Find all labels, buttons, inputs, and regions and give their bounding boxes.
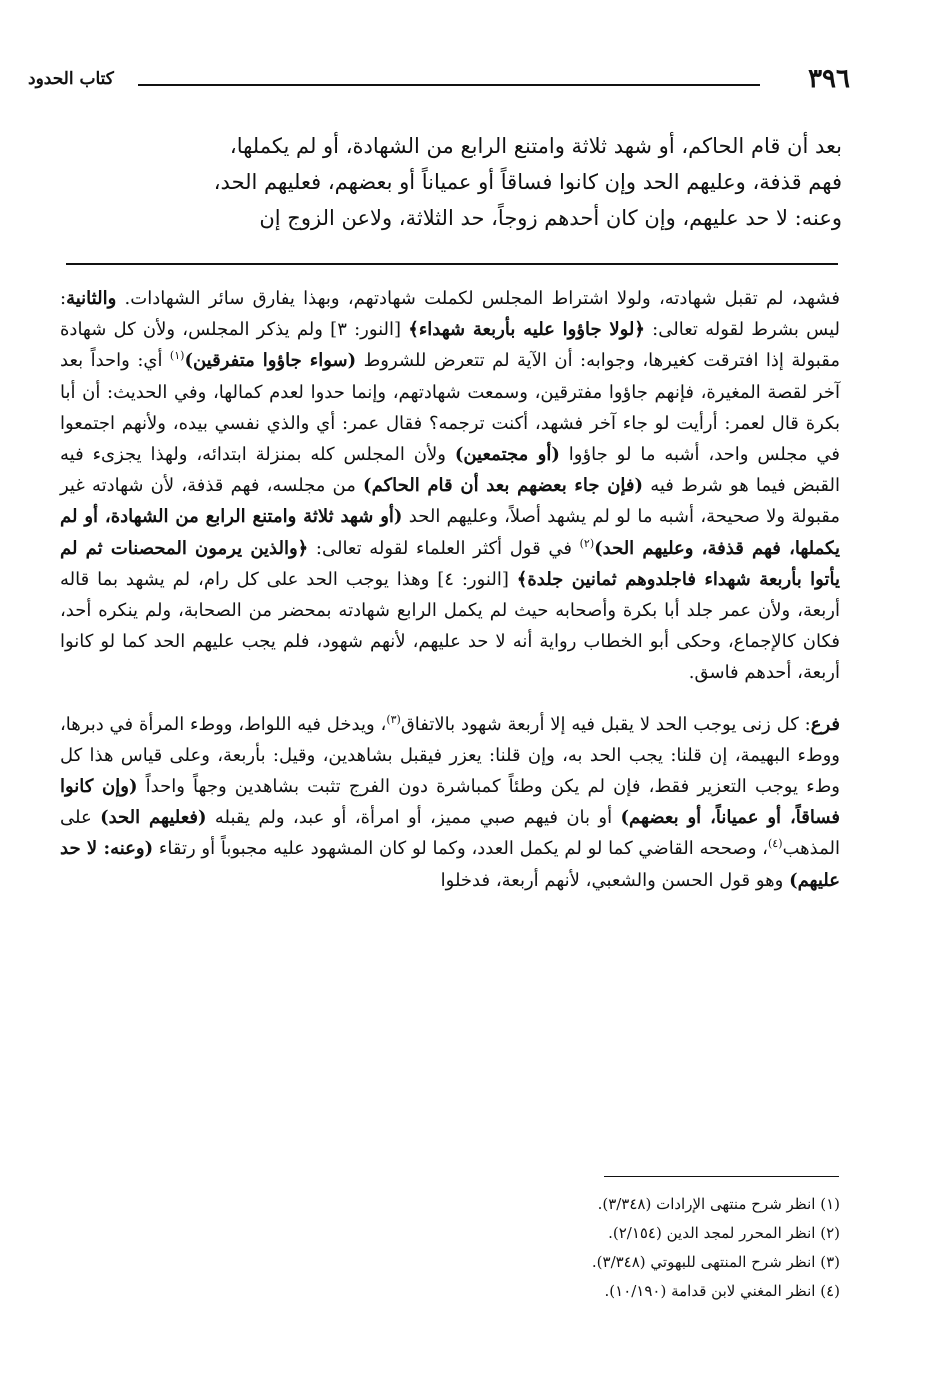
footnote-marker: (٣)	[386, 712, 401, 726]
footnote-2: (٢) انظر المحرر لمجد الدين (٢/١٥٤).	[608, 1224, 840, 1242]
matn-text	[28, 128, 842, 236]
footnote-marker: (٤)	[767, 837, 783, 851]
footnote-1: (١) انظر شرح منتهى الإرادات (٣/٣٤٨).	[597, 1195, 840, 1213]
bold-run: (وعنه: لا حد عليهم)	[60, 838, 840, 891]
bold-run: (وإن كانوا فساقاً، أو عمياناً، أو بعضهم)	[60, 776, 841, 829]
text-run: : ليس بشرط لقوله تعالى:	[60, 288, 840, 341]
text-run: ، وصححه القاضي كما لو لم يكمل العدد، وكما لو كان المشهود عليه مجبوباً أو رتقاء	[153, 838, 768, 860]
commentary-paragraph-1	[60, 283, 840, 689]
text-run: أي: واحداً بعد آخر لقصة المغيرة، فإنهم جاؤوا مفترقين، وسمعت شهادتهم، وإنما حدوا لعدم كمالها، وفي الحديث: أن أبا بكرة قال لعمر: أرأيت لو جاء آخر فشهد، أكنت ترجمه؟ فقال عمر: أي والذي نفسي بيده، ولأنهم اجتمعوا في مجلس واحد، أشبه ما لو جاؤوا	[60, 350, 840, 466]
matn-line: وعنه: لا حد عليهم، وإن كان أحدهم زوجاً، حد الثلاثة، ولاعن الزوج إن	[259, 206, 842, 230]
text-run: ولأن المجلس كله بمنزلة ابتدائه، ولهذا يجزىء فيه القبض فيما هو شرط فيه	[60, 444, 841, 497]
bold-run: فرع	[810, 713, 840, 735]
bold-run: (فإن جاء بعضهم بعد أن قام الحاكم)	[363, 475, 644, 497]
footnote-4: (٤) انظر المغني لابن قدامة (١٠/١٩٠).	[604, 1282, 840, 1300]
bold-run: (سواء جاؤوا متفرقين)	[184, 350, 357, 372]
footnote-marker: (٢)	[579, 536, 595, 550]
bold-run: (فعليهم الحد)	[100, 807, 207, 829]
commentary-paragraph-2	[60, 709, 840, 896]
page-number: ٣٩٦	[808, 64, 850, 94]
matn-line: بعد أن قام الحاكم، أو شهد ثلاثة وامتنع الرابع من الشهادة، أو لم يكملها،	[229, 134, 842, 158]
text-run: على المذهب	[60, 807, 840, 860]
text-run: ، ويدخل فيه اللواط، ووطء المرأة في دبرها، ووطء البهيمة، إن قلنا: يجب الحد به، وإن قلنا: يعزر فيقبل بشاهدين، وقيل: بأربعة، وعلى قياس هذا كل وطء يوجب التعزير فقط، فإن لم يكن وطئاً كمباشرة دون الفرج تثبت بشاهدين وجهاً واحداً	[60, 713, 840, 798]
footnote-divider	[604, 1176, 839, 1177]
bold-run: والثانية	[66, 288, 117, 309]
bold-run: ﴿لولا جاؤوا عليه بأربعة شهداء﴾	[408, 319, 645, 341]
header-rule	[138, 84, 760, 86]
bold-run: ﴿والذين يرمون المحصنات ثم لم يأتوا بأربعة شهداء فاجلدوهم ثمانين جلدة﴾	[60, 537, 840, 590]
matn-line: فهم قذفة، وعليهم الحد وإن كانوا فساقاً أو عمياناً أو بعضهم، فعليهم الحد،	[213, 170, 842, 194]
matn-divider	[66, 263, 838, 265]
footnote-marker: (١)	[169, 349, 185, 363]
running-title: كتاب الحدود	[28, 69, 114, 89]
text-run: في قول أكثر العلماء لقوله تعالى:	[308, 537, 580, 559]
page-header	[28, 64, 850, 98]
footnote-3: (٣) انظر شرح المنتهى للبهوتي (٣/٣٤٨).	[591, 1253, 840, 1271]
bold-run: (أو شهد ثلاثة وامتنع الرابع من الشهادة، أو لم يكملها، فهم قذفة، وعليهم الحد)	[60, 506, 840, 559]
text-run: [النور: ٣] ولم يذكر المجلس، ولأن كل شهادة مقبولة إذا افترقت كغيرها، وجوابه: أن الآية لم تتعرض للشروط	[60, 319, 840, 372]
text-run: [النور: ٤] وهذا يوجب الحد على كل رام، لم يشهد بما قاله أربعة، ولأن عمر جلد أبا بكرة وأصحابه حيث لم يكمل الرابع شهادته بمحضر من الصحابة، ولم ينكره أحد، فكان كالإجماع، وحكى أبو الخطاب رواية أنه لا حد عليهم، لأنهم شهود، فلم يجب عليهم الحد كما لو كانوا أربعة، أحدهم فاسق.	[60, 568, 840, 684]
text-run: فشهد، لم تقبل شهادته، ولولا اشتراط المجلس لكملت شهادتهم، وبهذا يفارق سائر الشهادات.	[116, 288, 840, 309]
text-run: أو بان فيهم صبي مميز، أو امرأة، أو عبد، ولم يقبله	[206, 807, 621, 829]
footnotes	[300, 1190, 840, 1306]
commentary-text	[60, 283, 840, 896]
bold-run: (أو مجتمعين)	[454, 444, 560, 466]
text-run: وهو قول الحسن والشعبي، لأنهم أربعة، فدخلوا	[440, 869, 790, 891]
text-run: من مجلسه، فهم قذفة، لأن شهادته غير مقبولة ولا صحيحة، أشبه ما لو لم يشهد أصلاً، وعليهم الحد	[60, 475, 841, 528]
text-run: : كل زنى يوجب الحد لا يقبل فيه إلا أربعة شهود بالاتفاق	[400, 713, 811, 735]
